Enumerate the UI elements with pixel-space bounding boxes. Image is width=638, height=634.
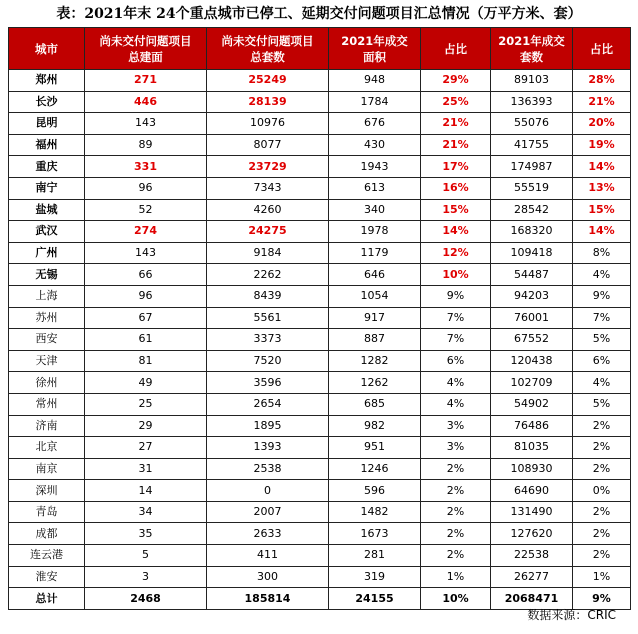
units-ratio-cell: 14% <box>573 156 631 178</box>
city-cell: 南京 <box>9 458 85 480</box>
unfinished-units-cell: 24275 <box>207 221 329 243</box>
deal-area-cell: 1784 <box>329 91 421 113</box>
deal-area-cell: 1054 <box>329 285 421 307</box>
deal-units-cell: 102709 <box>491 372 573 394</box>
area-ratio-cell: 2% <box>421 545 491 567</box>
deal-units-cell: 55519 <box>491 177 573 199</box>
deal-area-cell: 951 <box>329 437 421 459</box>
deal-area-cell: 613 <box>329 177 421 199</box>
units-ratio-cell: 2% <box>573 501 631 523</box>
unfinished-units-cell: 23729 <box>207 156 329 178</box>
unfinished-units-cell: 10976 <box>207 113 329 135</box>
unfinished-units-cell: 411 <box>207 545 329 567</box>
total-city-cell: 总计 <box>9 588 85 610</box>
city-cell: 广州 <box>9 242 85 264</box>
area-ratio-cell: 2% <box>421 523 491 545</box>
deal-area-cell: 1179 <box>329 242 421 264</box>
area-ratio-cell: 3% <box>421 415 491 437</box>
table-row <box>9 307 631 329</box>
unfinished-units-cell: 25249 <box>207 70 329 92</box>
deal-units-cell: 76486 <box>491 415 573 437</box>
units-ratio-cell: 9% <box>573 285 631 307</box>
table-row <box>9 242 631 264</box>
table-row <box>9 566 631 588</box>
city-cell: 南宁 <box>9 177 85 199</box>
total-units-ratio-cell: 9% <box>573 588 631 610</box>
deal-units-cell: 81035 <box>491 437 573 459</box>
area-ratio-cell: 4% <box>421 372 491 394</box>
table-row <box>9 523 631 545</box>
city-cell: 青岛 <box>9 501 85 523</box>
area-ratio-cell: 6% <box>421 350 491 372</box>
unfinished-area-cell: 89 <box>85 134 207 156</box>
deal-units-cell: 120438 <box>491 350 573 372</box>
unfinished-area-cell: 96 <box>85 177 207 199</box>
city-cell: 西安 <box>9 329 85 351</box>
deal-units-cell: 64690 <box>491 480 573 502</box>
header-deal-units: 2021年成交 套数 <box>491 28 573 70</box>
unfinished-area-cell: 331 <box>85 156 207 178</box>
area-ratio-cell: 4% <box>421 393 491 415</box>
table-row <box>9 458 631 480</box>
deal-units-cell: 55076 <box>491 113 573 135</box>
city-cell: 苏州 <box>9 307 85 329</box>
deal-area-cell: 685 <box>329 393 421 415</box>
city-cell: 连云港 <box>9 545 85 567</box>
unfinished-area-cell: 3 <box>85 566 207 588</box>
header-unfinished-units: 尚未交付问题项目 总套数 <box>207 28 329 70</box>
area-ratio-cell: 17% <box>421 156 491 178</box>
deal-area-cell: 1262 <box>329 372 421 394</box>
city-cell: 深圳 <box>9 480 85 502</box>
unfinished-area-cell: 35 <box>85 523 207 545</box>
deal-area-cell: 887 <box>329 329 421 351</box>
header-deal-area: 2021年成交 面积 <box>329 28 421 70</box>
city-cell: 常州 <box>9 393 85 415</box>
deal-units-cell: 109418 <box>491 242 573 264</box>
area-ratio-cell: 9% <box>421 285 491 307</box>
area-ratio-cell: 15% <box>421 199 491 221</box>
deal-area-cell: 948 <box>329 70 421 92</box>
unfinished-units-cell: 4260 <box>207 199 329 221</box>
header-unfinished-area: 尚未交付问题项目 总建面 <box>85 28 207 70</box>
unfinished-units-cell: 2654 <box>207 393 329 415</box>
deal-area-cell: 340 <box>329 199 421 221</box>
total-unfinished-area-cell: 2468 <box>85 588 207 610</box>
area-ratio-cell: 29% <box>421 70 491 92</box>
city-cell: 福州 <box>9 134 85 156</box>
unfinished-units-cell: 3373 <box>207 329 329 351</box>
units-ratio-cell: 8% <box>573 242 631 264</box>
unfinished-area-cell: 61 <box>85 329 207 351</box>
table-row <box>9 329 631 351</box>
area-ratio-cell: 12% <box>421 242 491 264</box>
deal-units-cell: 168320 <box>491 221 573 243</box>
table-row <box>9 156 631 178</box>
unfinished-area-cell: 81 <box>85 350 207 372</box>
city-cell: 济南 <box>9 415 85 437</box>
units-ratio-cell: 0% <box>573 480 631 502</box>
area-ratio-cell: 16% <box>421 177 491 199</box>
deal-area-cell: 1482 <box>329 501 421 523</box>
units-ratio-cell: 19% <box>573 134 631 156</box>
unfinished-area-cell: 143 <box>85 242 207 264</box>
unfinished-area-cell: 34 <box>85 501 207 523</box>
deal-units-cell: 174987 <box>491 156 573 178</box>
deal-units-cell: 94203 <box>491 285 573 307</box>
table-row <box>9 91 631 113</box>
area-ratio-cell: 2% <box>421 501 491 523</box>
deal-units-cell: 136393 <box>491 91 573 113</box>
unfinished-units-cell: 28139 <box>207 91 329 113</box>
table-row <box>9 285 631 307</box>
units-ratio-cell: 4% <box>573 372 631 394</box>
deal-units-cell: 26277 <box>491 566 573 588</box>
city-cell: 武汉 <box>9 221 85 243</box>
units-ratio-cell: 13% <box>573 177 631 199</box>
total-deal-area-cell: 24155 <box>329 588 421 610</box>
table-row <box>9 545 631 567</box>
deal-area-cell: 319 <box>329 566 421 588</box>
data-table <box>8 27 631 610</box>
unfinished-area-cell: 66 <box>85 264 207 286</box>
city-cell: 成都 <box>9 523 85 545</box>
units-ratio-cell: 2% <box>573 415 631 437</box>
unfinished-units-cell: 9184 <box>207 242 329 264</box>
units-ratio-cell: 28% <box>573 70 631 92</box>
deal-units-cell: 28542 <box>491 199 573 221</box>
area-ratio-cell: 2% <box>421 480 491 502</box>
unfinished-units-cell: 300 <box>207 566 329 588</box>
deal-area-cell: 1246 <box>329 458 421 480</box>
city-cell: 长沙 <box>9 91 85 113</box>
city-cell: 淮安 <box>9 566 85 588</box>
units-ratio-cell: 7% <box>573 307 631 329</box>
units-ratio-cell: 14% <box>573 221 631 243</box>
deal-area-cell: 917 <box>329 307 421 329</box>
unfinished-area-cell: 274 <box>85 221 207 243</box>
units-ratio-cell: 21% <box>573 91 631 113</box>
area-ratio-cell: 2% <box>421 458 491 480</box>
city-cell: 天津 <box>9 350 85 372</box>
city-cell: 重庆 <box>9 156 85 178</box>
unfinished-area-cell: 31 <box>85 458 207 480</box>
deal-units-cell: 22538 <box>491 545 573 567</box>
deal-area-cell: 430 <box>329 134 421 156</box>
table-row <box>9 393 631 415</box>
unfinished-area-cell: 446 <box>85 91 207 113</box>
unfinished-units-cell: 2262 <box>207 264 329 286</box>
table-row <box>9 415 631 437</box>
unfinished-area-cell: 143 <box>85 113 207 135</box>
unfinished-area-cell: 27 <box>85 437 207 459</box>
area-ratio-cell: 14% <box>421 221 491 243</box>
units-ratio-cell: 15% <box>573 199 631 221</box>
table-row <box>9 221 631 243</box>
deal-units-cell: 108930 <box>491 458 573 480</box>
deal-units-cell: 54902 <box>491 393 573 415</box>
units-ratio-cell: 5% <box>573 329 631 351</box>
table-row <box>9 372 631 394</box>
area-ratio-cell: 25% <box>421 91 491 113</box>
area-ratio-cell: 3% <box>421 437 491 459</box>
deal-units-cell: 54487 <box>491 264 573 286</box>
units-ratio-cell: 2% <box>573 523 631 545</box>
deal-area-cell: 676 <box>329 113 421 135</box>
table-title: 表：2021年末 24个重点城市已停工、延期交付问题项目汇总情况（万平方米、套） <box>56 6 582 22</box>
unfinished-units-cell: 8439 <box>207 285 329 307</box>
unfinished-area-cell: 49 <box>85 372 207 394</box>
deal-units-cell: 67552 <box>491 329 573 351</box>
deal-area-cell: 1943 <box>329 156 421 178</box>
deal-area-cell: 281 <box>329 545 421 567</box>
area-ratio-cell: 21% <box>421 134 491 156</box>
unfinished-units-cell: 5561 <box>207 307 329 329</box>
table-row <box>9 70 631 92</box>
deal-area-cell: 1673 <box>329 523 421 545</box>
deal-area-cell: 1282 <box>329 350 421 372</box>
units-ratio-cell: 2% <box>573 437 631 459</box>
table-row <box>9 480 631 502</box>
unfinished-area-cell: 29 <box>85 415 207 437</box>
deal-units-cell: 41755 <box>491 134 573 156</box>
table-row <box>9 350 631 372</box>
table-row <box>9 501 631 523</box>
unfinished-area-cell: 271 <box>85 70 207 92</box>
unfinished-area-cell: 5 <box>85 545 207 567</box>
unfinished-area-cell: 14 <box>85 480 207 502</box>
unfinished-units-cell: 1393 <box>207 437 329 459</box>
total-area-ratio-cell: 10% <box>421 588 491 610</box>
units-ratio-cell: 5% <box>573 393 631 415</box>
unfinished-units-cell: 3596 <box>207 372 329 394</box>
unfinished-units-cell: 2633 <box>207 523 329 545</box>
unfinished-units-cell: 2538 <box>207 458 329 480</box>
city-cell: 郑州 <box>9 70 85 92</box>
deal-area-cell: 982 <box>329 415 421 437</box>
city-cell: 北京 <box>9 437 85 459</box>
area-ratio-cell: 10% <box>421 264 491 286</box>
table-row <box>9 264 631 286</box>
area-ratio-cell: 7% <box>421 307 491 329</box>
city-cell: 徐州 <box>9 372 85 394</box>
deal-area-cell: 1978 <box>329 221 421 243</box>
units-ratio-cell: 1% <box>573 566 631 588</box>
header-area-ratio: 占比 <box>421 28 491 70</box>
deal-units-cell: 127620 <box>491 523 573 545</box>
units-ratio-cell: 2% <box>573 458 631 480</box>
unfinished-units-cell: 7343 <box>207 177 329 199</box>
table-row <box>9 134 631 156</box>
deal-area-cell: 646 <box>329 264 421 286</box>
unfinished-area-cell: 67 <box>85 307 207 329</box>
table-row <box>9 199 631 221</box>
unfinished-units-cell: 1895 <box>207 415 329 437</box>
units-ratio-cell: 2% <box>573 545 631 567</box>
area-ratio-cell: 21% <box>421 113 491 135</box>
deal-units-cell: 89103 <box>491 70 573 92</box>
units-ratio-cell: 20% <box>573 113 631 135</box>
unfinished-units-cell: 2007 <box>207 501 329 523</box>
header-units-ratio: 占比 <box>573 28 631 70</box>
total-deal-units-cell: 2068471 <box>491 588 573 610</box>
units-ratio-cell: 4% <box>573 264 631 286</box>
table-row <box>9 113 631 135</box>
total-unfinished-units-cell: 185814 <box>207 588 329 610</box>
table-row <box>9 177 631 199</box>
source-note: 数据来源：CRIC <box>527 608 616 622</box>
area-ratio-cell: 1% <box>421 566 491 588</box>
area-ratio-cell: 7% <box>421 329 491 351</box>
unfinished-area-cell: 96 <box>85 285 207 307</box>
header-row <box>9 28 631 70</box>
unfinished-units-cell: 8077 <box>207 134 329 156</box>
unfinished-units-cell: 7520 <box>207 350 329 372</box>
city-cell: 上海 <box>9 285 85 307</box>
unfinished-area-cell: 52 <box>85 199 207 221</box>
deal-units-cell: 76001 <box>491 307 573 329</box>
deal-units-cell: 131490 <box>491 501 573 523</box>
table-row <box>9 437 631 459</box>
unfinished-units-cell: 0 <box>207 480 329 502</box>
city-cell: 无锡 <box>9 264 85 286</box>
city-cell: 盐城 <box>9 199 85 221</box>
units-ratio-cell: 6% <box>573 350 631 372</box>
unfinished-area-cell: 25 <box>85 393 207 415</box>
deal-area-cell: 596 <box>329 480 421 502</box>
city-cell: 昆明 <box>9 113 85 135</box>
header-city: 城市 <box>9 28 85 70</box>
